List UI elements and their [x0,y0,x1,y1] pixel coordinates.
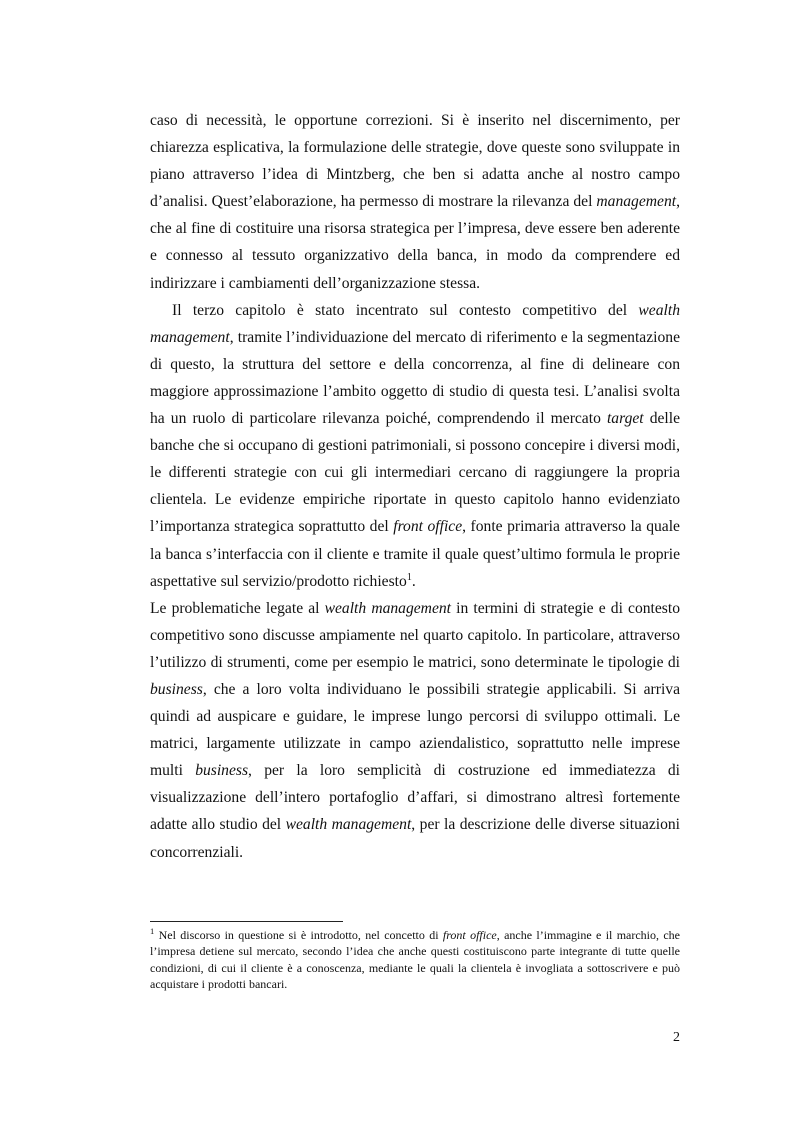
paragraph-3-text-end: , per la descrizione delle diverse situazioni concorrenziali. [150,816,680,861]
paragraph-2-emphasis-front-office: front office [393,518,463,536]
paragraph-3-text: Le problematiche legate al [150,599,325,617]
paragraph-2-text-mid-3: , fonte primaria attraverso la quale la banca s’interfaccia con il cliente e tramite il quale quest’ultimo formula le proprie aspettative sul servizio/prodotto richiesto [150,518,680,590]
footnote-divider [150,921,343,922]
paragraph-3-text-mid-2: , che a loro volta individuano le possibili strategie applicabili. Si arriva quindi ad auspicare e guidare, le imprese lungo percorsi di sviluppo ottimali. Le matrici, largamente utilizzate in campo aziendalistico, soprattutto nelle imprese multi [150,680,680,780]
footnote-emphasis: front office [442,928,497,942]
page-number: 2 [673,1030,680,1045]
paragraph-3-text-mid: in termini di strategie e di contesto competitivo sono discusse ampiamente nel quarto capitolo. In particolare, attraverso l’utilizzo di strumenti, come per esempio le matrici, sono determinate le tipologie di [150,599,680,671]
paragraph-2-text-end: . [411,572,416,590]
paragraph-3 [150,595,680,866]
paragraph-1-emphasis: management [596,193,677,211]
footnote-text: Nel discorso in questione si è introdotto, nel concetto di [154,928,443,942]
paragraph-3-text-mid-3: , per la loro semplicità di costruzione ed immediatezza di visualizzazione dell’intero portafoglio d’affari, si dimostrano altresì fortemente adatte allo studio del [150,762,681,834]
paragraph-2-text-mid: , tramite l’individuazione del mercato di riferimento e la segmentazione di questo, la struttura del settore e della concorrenza, al fine di delineare con maggiore approssimazione l’ambito oggetto di studio di questa tesi. L’analisi svolta ha un ruolo di particolare rilevanza poiché, comprendendo il mercato [150,328,680,428]
paragraph-1-text: caso di necessità, le opportune correzioni. Si è inserito nel discernimento, per chiarezza esplicativa, la formulazione delle strategie, dove queste sono sviluppate in piano attraverso l’idea di Mintzberg, che ben si adatta anche al nostro campo d’analisi. Quest’elaborazione, ha permesso di mostrare la rilevanza del [150,112,680,211]
paragraph-2-text-mid-2: delle banche che si occupano di gestioni patrimoniali, si possono concepire i diversi modi, le differenti strategie con cui gli intermediari cercano di raggiungere la propria clientela. Le evidenze empiriche riportate in questo capitolo hanno evidenziato l’importanza strategica soprattutto del [150,410,681,536]
footnote [150,927,680,993]
body-text [150,107,680,866]
paragraph-2-emphasis-wealth-management: wealth management [150,301,680,346]
paragraph-2-emphasis-target: target [606,410,644,428]
paragraph-3-emphasis-business-2: business [195,762,249,780]
paragraph-3-emphasis-wealth-management: wealth management [324,599,451,617]
footnote-reference: 1 [406,571,412,583]
footnote-text-end: , anche l’immagine e il marchio, che l’impresa detiene sul mercato, secondo l’idea che anche questi costituiscono parte integrante di tutte quelle condizioni, di cui il cliente è a conoscenza, mediante le quali la clientela è invogliata a sottoscrivere e può acquistare i prodotti bancari. [150,928,681,992]
paragraph-3-emphasis-wealth-management-2: wealth management [285,816,412,834]
paragraph-3-emphasis-business: business [150,680,203,698]
paragraph-1-text-end: , che al fine di costituire una risorsa strategica per l’impresa, deve essere ben aderente e connesso al tessuto organizzativo della banca, in modo da comprendere ed indirizzare i cambiamenti dell’organizzazione stessa. [150,193,680,292]
footnote-number: 1 [150,926,155,936]
paragraph-1 [150,107,680,297]
paragraph-2-text: Il terzo capitolo è stato incentrato sul contesto competitivo del [172,301,639,319]
paragraph-2 [150,297,680,595]
